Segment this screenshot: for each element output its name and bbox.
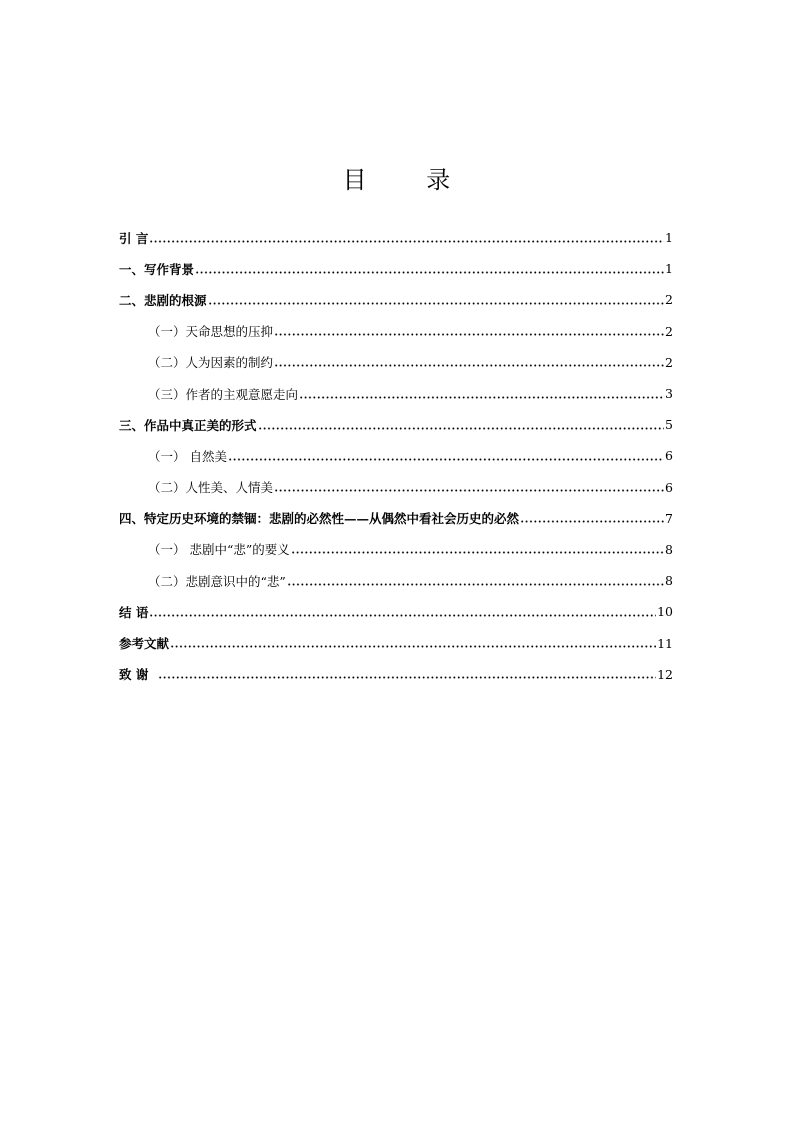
dot-leader — [287, 574, 664, 588]
toc-entry-page: 10 — [657, 604, 673, 620]
toc-entry[interactable] — [119, 627, 673, 658]
toc-entry[interactable] — [119, 253, 673, 284]
toc-entry-page: 1 — [665, 230, 673, 246]
toc-entry-page: 11 — [657, 635, 673, 651]
toc-entry[interactable] — [119, 222, 673, 253]
toc-entry[interactable] — [119, 659, 673, 690]
toc-entry[interactable] — [119, 409, 673, 440]
toc-entry-label: 三、作品中真正美的形式 — [119, 417, 257, 433]
toc-entry[interactable] — [119, 596, 673, 627]
dot-leader — [158, 667, 656, 681]
dot-leader — [299, 387, 664, 401]
toc-entry[interactable] — [119, 534, 673, 565]
toc-entry-label: 引 言 — [119, 230, 149, 246]
dot-leader — [228, 449, 664, 463]
toc-entry[interactable] — [119, 284, 673, 315]
table-of-contents — [119, 222, 673, 690]
page-title: 目 录 — [342, 166, 477, 194]
toc-entry-label: 结 语 — [119, 604, 149, 620]
dot-leader — [274, 480, 664, 494]
toc-entry[interactable] — [119, 378, 673, 409]
toc-entry-label: 二、悲剧的根源 — [119, 292, 207, 308]
toc-entry[interactable] — [119, 440, 673, 471]
toc-entry-label: （二）悲剧意识中的“悲” — [148, 573, 286, 589]
toc-entry-page: 2 — [665, 292, 673, 308]
dot-leader — [149, 231, 664, 245]
toc-entry-label: （一）天命思想的压抑 — [148, 324, 274, 340]
dot-leader — [291, 542, 664, 556]
toc-entry-page: 6 — [665, 479, 673, 495]
dot-leader — [258, 418, 664, 432]
toc-entry-label: 参考文献 — [119, 636, 170, 652]
toc-entry-label: 一、写作背景 — [119, 261, 195, 277]
toc-entry-label: （一） 自然美 — [148, 448, 227, 464]
toc-entry-page: 2 — [665, 323, 673, 339]
toc-entry-page: 3 — [665, 386, 673, 402]
toc-entry-page: 6 — [665, 448, 673, 464]
toc-entry[interactable] — [119, 565, 673, 596]
dot-leader — [195, 262, 664, 276]
toc-entry-page: 8 — [665, 573, 673, 589]
toc-entry-label: （二）人为因素的制约 — [148, 355, 274, 371]
toc-entry-page: 2 — [665, 354, 673, 370]
toc-entry[interactable] — [119, 472, 673, 503]
toc-entry[interactable] — [119, 347, 673, 378]
dot-leader — [274, 324, 664, 338]
toc-entry-label: 致 谢 — [119, 667, 158, 683]
toc-entry-page: 12 — [657, 666, 673, 682]
dot-leader — [170, 636, 656, 650]
dot-leader — [149, 605, 656, 619]
toc-entry-label: （二）人性美、人情美 — [148, 480, 274, 496]
toc-entry-page: 8 — [665, 541, 673, 557]
dot-leader — [208, 293, 664, 307]
toc-entry-page: 7 — [665, 510, 673, 526]
toc-entry-label: （一） 悲剧中“悲”的要义 — [148, 542, 290, 558]
dot-leader — [520, 511, 664, 525]
toc-entry-label: 四、特定历史环境的禁锢：悲剧的必然性——从偶然中看社会历史的必然 — [119, 511, 520, 527]
toc-entry[interactable] — [119, 316, 673, 347]
toc-entry-label: （三）作者的主观意愿走向 — [148, 386, 299, 402]
dot-leader — [274, 355, 664, 369]
toc-entry-page: 5 — [665, 417, 673, 433]
toc-entry[interactable] — [119, 503, 673, 534]
toc-entry-page: 1 — [665, 261, 673, 277]
